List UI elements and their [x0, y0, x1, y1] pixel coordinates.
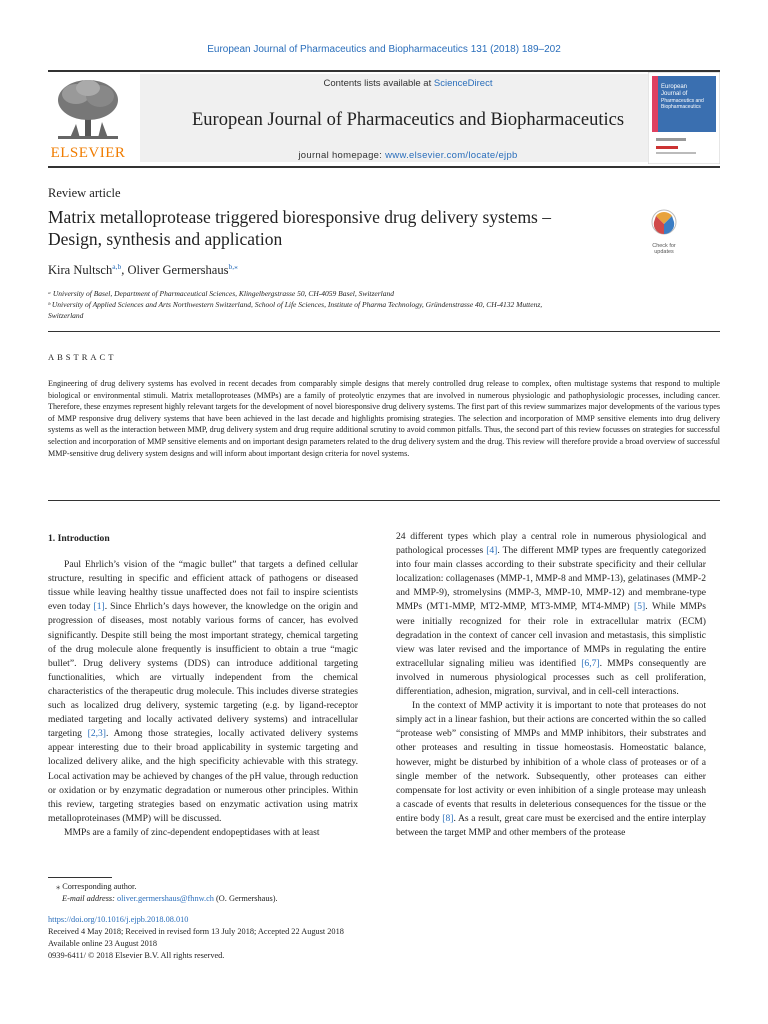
text-run: . MMPs consequently are involved in numerous physiological processes such as cell proliferation, differentiation, adhesion, migration, survival, and in cell-cell interactions. — [396, 657, 706, 698]
journal-reference[interactable]: European Journal of Pharmaceutics and Biopharmaceutics 131 (2018) 189–202 — [207, 44, 561, 55]
text-run: . Since Ehrlich’s days however, the knowledge on the origin and progression of diseases, most notably various forms of cancer, has evolved significantly. Despite still being the most important strategy, chemical targeting of the drug molecule alone frequently is insufficient to obtain a true “magic bullet”. Drug delivery systems (DDS) can introduce additional targeting functionalities, which are virtually independent from the chemical characteristics of the therapeutic drug molecule. This includes diverse strategies such as localized drug delivery, systemic targeting (e.g. by ligand-receptor mediated targeting and locally activated delivery systems) and intracellular targeting — [48, 601, 358, 740]
doi-link[interactable] — [48, 914, 188, 926]
elsevier-wordmark: ELSEVIER — [50, 145, 126, 161]
body-column-left — [48, 532, 358, 840]
crossmark-label: Check for updates — [652, 243, 676, 255]
affiliation-b-continued: Switzerland — [48, 311, 84, 320]
author-affiliation-sup[interactable]: b,⁎ — [228, 262, 238, 271]
text-run: . The different MMP types are frequently categorized into four main classes according to their substrate specificity and their cellular localization: collagenases (MMP-1, MMP-8 and MMP-13), gelatinases (MMP-2 and MMP-9), stromelysins (MMP-3, MMP-10, MMP-12) and membrane-type MMPs (MT1-MMP, MT2-MMP, MT3-MMP, MT4-MMP) — [396, 545, 706, 613]
text-run: . Among those strategies, locally activated delivery systems appear interesting due to their broad applicability in systemic targeting and localized delivery alike, and the high specificity achievable with this strategy. Local activation may be achieved by changes of the pH value, through reduction or oxidation or by enzymatic degradation or numerous other principles. Within this review, targeting strategies based on enzymatic activation using matrix metalloproteinases (MMP) will be discussed. — [48, 728, 358, 824]
citation-link[interactable]: [2,3] — [87, 728, 107, 740]
author-name: Kira Nultsch — [48, 263, 113, 278]
article-title-line-1: Matrix metalloprotease triggered bioresponsive drug delivery systems – — [48, 207, 551, 227]
divider — [48, 331, 720, 332]
available-online: Available online 23 August 2018 — [48, 939, 158, 948]
text-run: . While MMPs were initially recognized for their role in extracellular matrix (ECM) degradation in the context of cancer cell invasion and metastasis, this simplistic view was later revised and the importance of MMPs in regulating the entire extracellular signaling milieu was identified — [396, 601, 706, 669]
homepage-label: journal homepage: — [298, 150, 386, 161]
abstract-text: Engineering of drug delivery systems has evolved in recent decades from comparably simple designs that merely controlled drug release to complex, often multistage systems that respond to multiple biological or environmental stimuli. Matrix metalloproteases (MMPs) are a family of proteolytic enzymes that are involved in numerous physiologic and pathophysiologic processes, including cancer. Therefore, these enzymes represent highly relevant targets for the development of novel bioresponsive drug delivery systems. The first part of this review summarizes major developments of the various types of MMP responsive drug delivery systems that have been achieved in the last decade and highlights promising strategies. The selection and incorporation of MMP sensitive elements into drug delivery systems as well as the interaction between MMP, drug delivery system and drug require additional scrutiny to avoid common pitfalls. Thus, the second part of this review focusses on strategies for successful selection and incorporation of MMP sensitive elements and on important design parameters related to the drug delivery system and the drug. This review will therefore provide a broad overview of successful MMP-sensitive drug delivery system designs and will inform about important design criteria for novel systems. — [48, 379, 720, 458]
homepage-link[interactable]: www.elsevier.com/locate/ejpb — [385, 150, 518, 161]
article-title-line-2: Design, synthesis and application — [48, 229, 283, 249]
citation-link[interactable]: [1] — [93, 601, 105, 613]
cover-line-3: Pharmaceutics and — [661, 98, 704, 104]
elsevier-logo[interactable] — [48, 76, 128, 164]
masthead-top-rule — [48, 70, 720, 72]
cover-line-4: Biopharmaceutics — [661, 104, 701, 110]
masthead-center — [140, 74, 676, 162]
cover-line-1: European — [661, 84, 688, 90]
abstract-heading: ABSTRACT — [48, 352, 117, 362]
sciencedirect-link[interactable]: ScienceDirect — [433, 78, 493, 89]
article-title — [48, 206, 608, 250]
footnote-rule — [48, 877, 112, 878]
corresponding-author-note: ⁎ Corresponding author. — [56, 882, 137, 891]
email-link[interactable]: oliver.germershaus@fhnw.ch — [117, 894, 214, 903]
elsevier-tree-icon — [48, 76, 128, 146]
email-note — [62, 893, 278, 904]
text-run: 24 different types which play a central role in numerous physiological and pathological processes — [396, 531, 706, 557]
author-separator: , — [121, 263, 128, 278]
copyright-line: 0939-6411/ © 2018 Elsevier B.V. All rights reserved. — [48, 951, 225, 960]
section-heading: 1. Introduction — [48, 533, 110, 544]
masthead-bottom-rule — [48, 166, 720, 168]
body-column-right — [396, 530, 706, 840]
cover-image — [648, 72, 720, 164]
text-run: In the context of MMP activity it is important to note that proteases do not simply act in a linear fashion, but their actions are concerted within the so called “protease web” consisting of MMPs and MMP inhibitors, their substrates and other proteases and resulting in tissue homeostasis. Homeostatic balance, however, might be disturbed by inhibition of a whole class of proteases or of a single member of the network. Subsequently, other proteases can either compensate for lost activity or even inhibition of a single protease may unleash a cascade of events that results in deleterious consequences for the tissue or the entire body — [396, 700, 706, 824]
body-paragraph — [396, 530, 706, 699]
masthead — [48, 70, 720, 166]
crossmark-icon — [644, 208, 684, 238]
check-for-updates-badge[interactable] — [644, 208, 684, 254]
citation-link[interactable]: [4] — [486, 545, 498, 557]
text-run: Paul Ehrlich’s vision of the “magic bullet” that targets a defined cellular structure, resulting in specific and efficient attack of pathogens or diseased tissue while leaving healthy tissue unaffected does not fail to inspire scientists even today — [48, 559, 358, 613]
divider — [48, 500, 720, 501]
homepage-line — [140, 150, 676, 161]
journal-title: European Journal of Pharmaceutics and Biopharmaceutics — [191, 110, 625, 130]
journal-cover-thumbnail[interactable] — [648, 72, 720, 164]
email-label: E-mail address: — [62, 894, 117, 903]
body-paragraph — [48, 558, 358, 826]
contents-prefix: Contents lists available at — [323, 78, 434, 89]
contents-line — [140, 78, 676, 89]
body-paragraph: MMPs are a family of zinc-dependent endopeptidases with at least — [64, 826, 320, 838]
cover-line-2: Journal of — [661, 91, 688, 97]
received-dates: Received 4 May 2018; Received in revised form 13 July 2018; Accepted 22 August 2018 — [48, 927, 344, 936]
citation-link[interactable]: [6,7] — [581, 657, 600, 669]
author-list — [48, 262, 238, 278]
author-name: Oliver Germershaus — [127, 263, 229, 278]
affiliation-b: ᵇ University of Applied Sciences and Arts Northwestern Switzerland, School of Life Sciences, Institute of Pharma Technology, Gründenstrasse 40, CH-4132 Muttenz, — [48, 300, 543, 309]
affiliation-a: ᵃ University of Basel, Department of Pharmaceutical Sciences, Klingelbergstrasse 50, CH-4059 Basel, Switzerland — [48, 289, 394, 298]
article-type: Review article — [48, 186, 121, 200]
doi-text[interactable]: https://doi.org/10.1016/j.ejpb.2018.08.010 — [48, 915, 189, 924]
body-paragraph — [396, 699, 706, 840]
author-affiliation-sup[interactable]: a,b — [112, 262, 122, 271]
text-run: . As a result, great care must be exercised and the entire interplay between the target MMP and other members of the protease — [396, 812, 707, 838]
email-suffix: (O. Germershaus). — [213, 894, 278, 903]
citation-link[interactable]: [8] — [442, 812, 454, 824]
citation-link[interactable]: [5] — [634, 601, 646, 613]
